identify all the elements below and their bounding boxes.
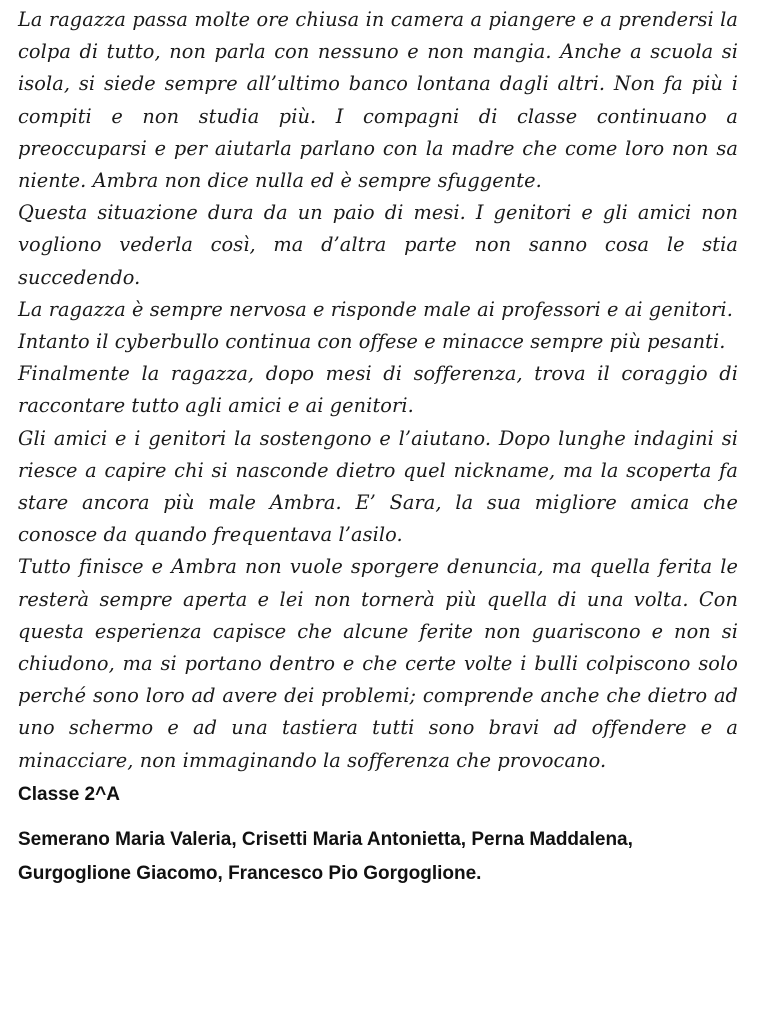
story-paragraph-1: La ragazza passa molte ore chiusa in camera a piangere e a prendersi la colpa di tutto, non parla con nessuno e non mangia. Anche a scuola si isola, si siede sempre all’ultimo banco lontana dagli altri. Non fa più i compiti e non studia più. I compagni di classe continuano a preoccuparsi e per aiutarla parlano con la madre che come loro non sa niente. Ambra non dice nulla ed è sempre sfuggente. bbox=[18, 8, 738, 193]
story-paragraph-3: La ragazza è sempre nervosa e risponde male ai professori e ai genitori. bbox=[18, 297, 733, 321]
story-paragraph-2: Questa situazione dura da un paio di mesi. I genitori e gli amici non vogliono vederla così, ma d’altra parte non sanno cosa le stia succedendo. bbox=[18, 201, 738, 289]
class-label: Classe 2^A bbox=[18, 783, 120, 805]
story-paragraph-4: Intanto il cyberbullo continua con offese e minacce sempre più pesanti. bbox=[18, 330, 726, 354]
story-text bbox=[18, 4, 738, 777]
document-page bbox=[18, 4, 738, 891]
authors-line-2: Gurgoglione Giacomo, Francesco Pio Gorgoglione. bbox=[18, 862, 482, 884]
story-paragraph-7: Tutto finisce e Ambra non vuole sporgere denuncia, ma quella ferita le resterà sempre aperta e lei non tornerà più quella di una volta. Con questa esperienza capisce che alcune ferite non guariscono e non si chiudono, ma si portano dentro e che certe volte i bulli colpiscono solo perché sono loro ad avere dei problemi; comprende anche che dietro ad uno schermo e ad una tastiera tutti sono bravi ad offendere e a minacciare, non immaginando la sofferenza che provocano. bbox=[18, 555, 738, 772]
authors-line-1: Semerano Maria Valeria, Crisetti Maria Antonietta, Perna Maddalena, bbox=[18, 828, 633, 850]
story-paragraph-5: Finalmente la ragazza, dopo mesi di sofferenza, trova il coraggio di raccontare tutto agli amici e ai genitori. bbox=[18, 362, 738, 418]
story-paragraph-6: Gli amici e i genitori la sostengono e l’aiutano. Dopo lunghe indagini si riesce a capire chi si nasconde dietro quel nickname, ma la scoperta fa stare ancora più male Ambra. E’ Sara, la sua migliore amica che conosce da quando frequentava l’asilo. bbox=[18, 426, 738, 547]
authors-list bbox=[18, 823, 738, 891]
